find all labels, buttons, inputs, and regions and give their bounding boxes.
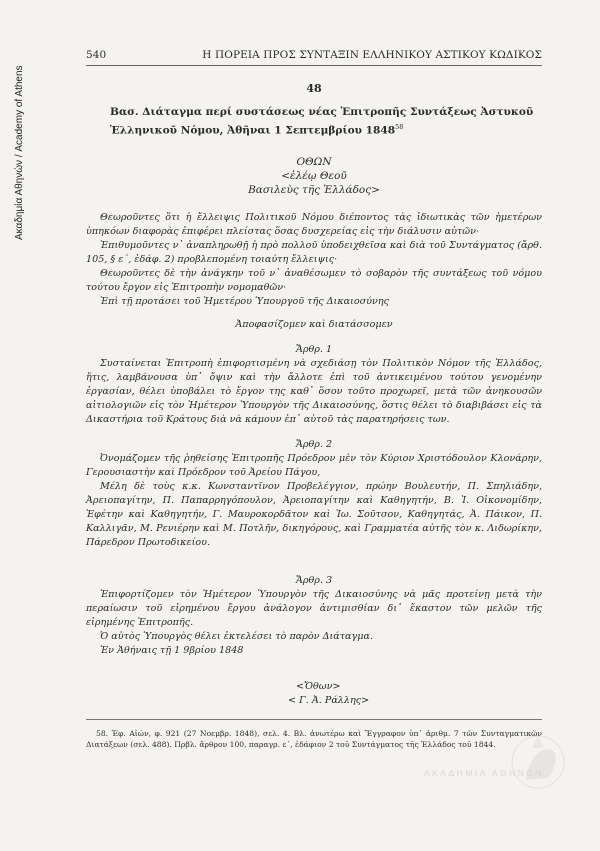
document-title-text: Βασ. Διάταγμα περί συστάσεως νέας Ἐπιτροπῆς Συντάξεως Ἀστυκοῦ Ἑλληνικοῦ Νόμου, Ἀθῆναι 1 Σεπτεμβρίου 1848 — [110, 106, 534, 137]
academy-seal-watermark-icon — [498, 728, 590, 798]
article-paragraph: Ὁ αὐτὸς Ὑπουργὸς θέλει ἐκτελέσει τὸ παρὸν Διάταγμα. — [100, 630, 374, 642]
article-3 — [86, 574, 542, 658]
signature-block — [288, 680, 542, 708]
preamble-paragraph: Ἐπιθυμοῦντες ν᾽ ἀναπληρωθῇ ἡ πρὸ πολλοῦ ὑποδειχθεῖσα καὶ διὰ τοῦ Συντάγματος (ἄρθ. 105, § ε´, ἐδάφ. 2) προβλεπομένη τοιαύτη ἔλλειψις· — [86, 239, 542, 265]
archive-side-label: Ακαδημία Αθηνών / Academy of Athens — [14, 65, 25, 240]
page-number: 540 — [86, 49, 107, 61]
article-paragraph: Ἐν Ἀθήναις τῇ 1 9βρίου 1848 — [100, 644, 244, 656]
document-title — [110, 105, 542, 139]
king-name: ΟΘΩΝ — [296, 155, 332, 168]
article-heading: Ἄρθρ. 1 — [295, 343, 333, 355]
preamble-paragraph: Θεωροῦντες δὲ τὴν ἀνάγκην τοῦ ν᾽ ἀναθέσωμεν τὸ σοβαρὸν τῆς συντάξεως τοῦ νόμου τούτου ἔργον εἰς Ἐπιτροπὴν νομομαθῶν· — [86, 267, 542, 293]
footnote-area — [86, 719, 542, 750]
article-paragraph: Συσταίνεται Ἐπιτροπὴ ἐπιφορτισμένη νὰ σχεδιάσῃ τὸν Πολιτικὸν Νόμον τῆς Ἑλλάδος, ἥτις, λαμβάνουσα ὑπ᾽ ὄψιν καὶ τὴν ἄλλοτε ἐπὶ τοῦ ἀντικειμένου τούτου γενομένην ἐργασίαν, θέλει ὑποβάλει τὸ ἔργον της καθ᾽ ὅσον τοῦτο προχωρεῖ, μετὰ τῶν ἀνηκουσῶν αἰτιολογιῶν εἰς τὸν Ἡμέτερον Ὑπουργὸν τῆς Δικαιοσύνης, ὅστις θέλει τὸ διαβιβάσει εἰς τὰ Δικαστήρια τοῦ Κράτους διὰ νὰ κάμουν ἐπ᾽ αὐτοῦ τὰς παρατηρήσεις των. — [86, 357, 542, 425]
title-footnote-ref: 58 — [395, 123, 404, 131]
article-heading: Ἄρθρ. 2 — [295, 438, 333, 450]
book-title: Η ΠΟΡΕΙΑ ΠΡΟΣ ΣΥΝΤΑΞΙΝ ΕΛΛΗΝΙΚΟΥ ΑΣΤΙΚΟΥ ΚΩΔΙΚΟΣ — [202, 49, 542, 61]
footnote-58: 58. Ἐφ. Αἰών, φ. 921 (27 Νοεμβρ. 1848), σελ. 4. Βλ. ἀνωτέρω καὶ Ἔγγραφον ὑπ᾽ ἀριθμ. 7 τῶν Συνταγματικῶν Διατάξεων (σελ. 488). Πρβλ. ἄρθρον 100, παραγρ. ε´, ἐδάφιον 2 τοῦ Συντάγματος τῆς Ἑλλάδος τοῦ 1844. — [86, 729, 542, 749]
article-paragraph: Ἐπιφορτίζομεν τὸν Ἡμέτερον Ὑπουργὸν τῆς Δικαιοσύνης νὰ μᾶς προτείνῃ μετὰ τὴν περαίωσιν τοῦ εἰρημένου ἔργου ἀνάλογον ἀντιμισθίαν δι᾽ ἕκαστον τῶν μελῶν τῆς εἰρημένης Ἐπιτροπῆς. — [86, 588, 542, 628]
king-title-line-2: Βασιλεὺς τῆς Ἑλλάδος> — [248, 183, 380, 196]
preamble-paragraph: Θεωροῦντες ὅτι ἡ ἔλλειψις Πολιτικοῦ Νόμου διέποντος τὰς ἰδιωτικὰς τῶν ἡμετέρων ὑπηκόων διαφορὰς ἐπιφέρει πλείστας ὅσας δυσχερείας εἰς τὴν διάλυσιν αὐτῶν· — [86, 211, 542, 237]
preamble-paragraph: Ἐπὶ τῇ προτάσει τοῦ Ἡμετέρου Ὑπουργοῦ τῆς Δικαιοσύνης — [100, 295, 389, 307]
decree-line: Ἀποφασίζομεν καὶ διατάσσομεν — [235, 318, 393, 330]
article-paragraph: Μέλη δὲ τοὺς κ.κ. Κωνσταντῖνον Προβελέγγιον, πρώην Βουλευτήν, Π. Σπηλιάδην, Ἀρειοπαγίτην, Π. Παπαρρηγόπουλον, Ἀρειοπαγίτην καὶ Καθηγητήν, Β. Ἰ. Οἰκονομίδην, Ἐφέτην καὶ Καθηγητήν, Γ. Μαυροκορδᾶτον καὶ Ἰω. Σοῦτσον, Καθηγητάς, Ἀ. Πάικον, Π. Καλλιγᾶν, Μ. Ρενιέρην καὶ Μ. Ποτλῆν, δικηγόρους, καὶ Γραμματέα αὐτῆς τὸν κ. Λιδωρίκην, Πάρεδρον Πρωτοδικείου. — [86, 480, 542, 548]
watermark-text: ΑΚΑΔΗΜΙΑ ΑΘΗΝΩΝ — [424, 768, 544, 778]
book-page — [86, 48, 542, 708]
king-title-line-1: <ἐλέῳ Θεοῦ — [281, 169, 347, 182]
signature-king: <Ὄθων> — [296, 680, 341, 692]
article-paragraph: Ὀνομάζομεν τῆς ῥηθείσης Ἐπιτροπῆς Πρόεδρον μὲν τὸν Κύριον Χριστόδουλον Κλονάρην, Γερουσιαστὴν καὶ Πρόεδρον τοῦ Ἀρείου Πάγου, — [86, 452, 542, 478]
article-1 — [86, 343, 542, 427]
king-heading — [86, 155, 542, 197]
article-heading: Ἄρθρ. 3 — [295, 574, 333, 586]
document-number: 48 — [306, 82, 322, 95]
preamble — [86, 211, 542, 309]
signature-minister: < Γ. Ἀ. Ράλλης> — [288, 694, 370, 706]
running-head — [86, 48, 542, 66]
article-2 — [86, 438, 542, 550]
